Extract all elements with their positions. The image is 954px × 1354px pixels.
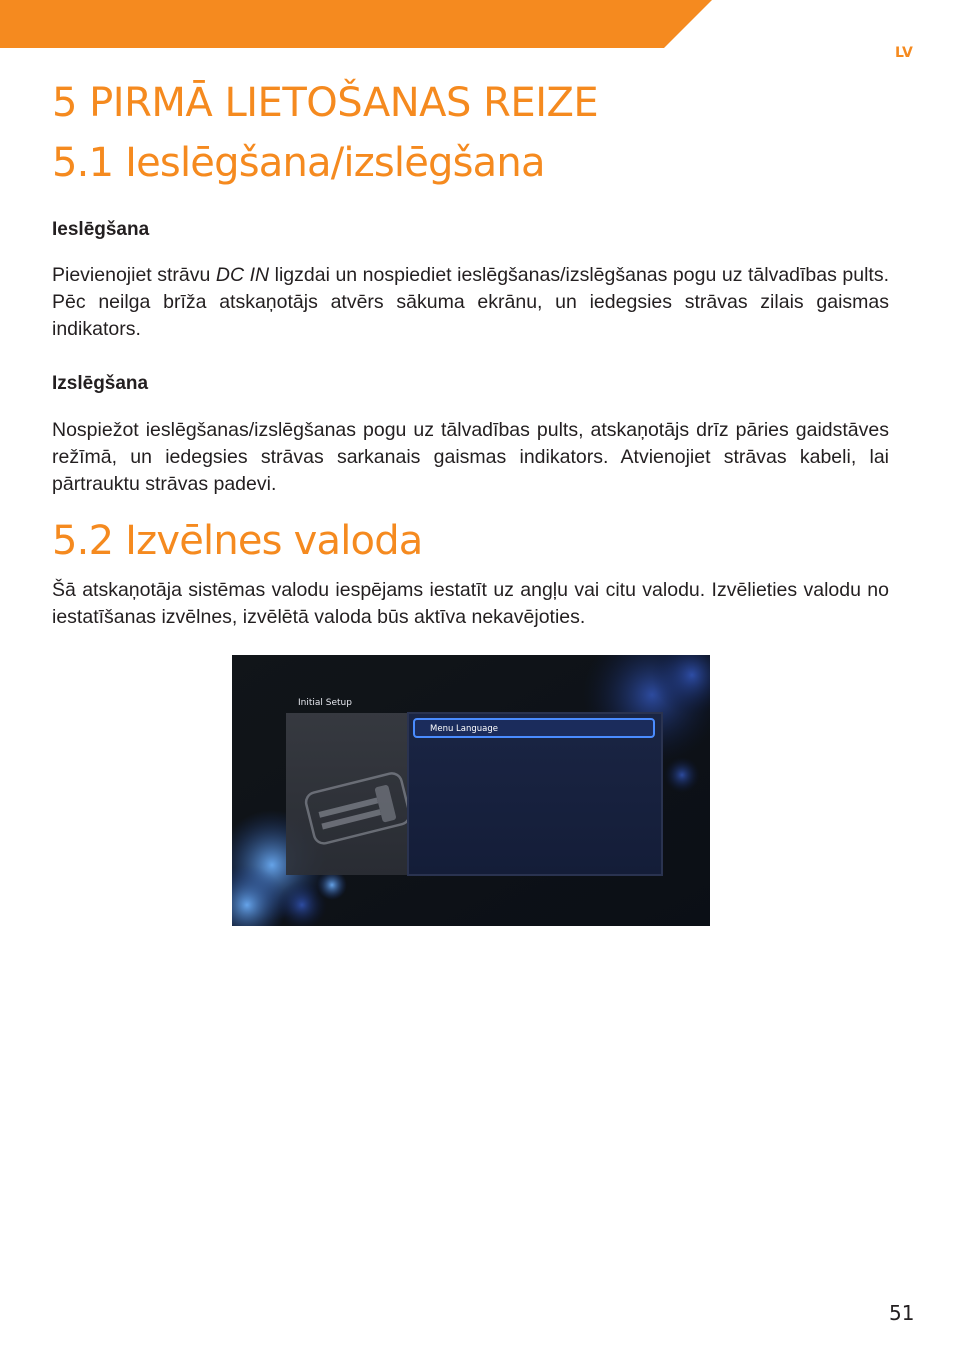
chapter-title: 5 PIRMĀ LIETOŠANAS REIZE bbox=[52, 80, 599, 126]
language-code: LV bbox=[895, 45, 913, 61]
section-title-menu-language: 5.2 Izvēlnes valoda bbox=[52, 518, 423, 564]
paragraph-power-off: Nospiežot ieslēgšanas/izslēgšanas pogu uz tālvadības pults, atskaņotājs drīz pāries gaidstāves režīmā, un iedegsies strāvas sarkanais gaismas indikators. Atvienojiet strāvas kabeli, lai pārtrauktu strāvas padevi. bbox=[52, 419, 889, 495]
power-on-text-start: Pievienojiet strāvu bbox=[52, 264, 216, 286]
dc-in-term: DC IN bbox=[215, 264, 270, 286]
power-on-text-end: ligzdai un nospiediet ieslēgšanas/izslēgšanas pogu uz tālvadības pults. Pēc neilga brīža atskaņotājs atvērs sākuma ekrānu, un iedegsies strāvas zilais gaismas indikators. bbox=[52, 264, 890, 340]
subheading-power-off: Izslēgšana bbox=[52, 373, 149, 394]
paragraph-menu-language: Šā atskaņotāja sistēmas valodu iespējams iestatīt uz angļu vai citu valodu. Izvēlieties valodu no iestatīšanas izvēlnes, izvēlētā valoda būs aktīva nekavējoties. bbox=[52, 579, 889, 628]
page-number: 51 bbox=[889, 1301, 915, 1325]
section-title-power: 5.1 Ieslēgšana/izslēgšana bbox=[52, 140, 545, 186]
setup-screen-graphic bbox=[232, 655, 710, 926]
setup-screen-image bbox=[232, 655, 710, 926]
top-banner bbox=[0, 0, 712, 48]
panel-title: Initial Setup bbox=[298, 698, 352, 708]
subheading-power-on: Ieslēgšana bbox=[52, 219, 150, 240]
menu-item-label: Menu Language bbox=[430, 724, 498, 734]
paragraph-power-on bbox=[52, 262, 889, 343]
